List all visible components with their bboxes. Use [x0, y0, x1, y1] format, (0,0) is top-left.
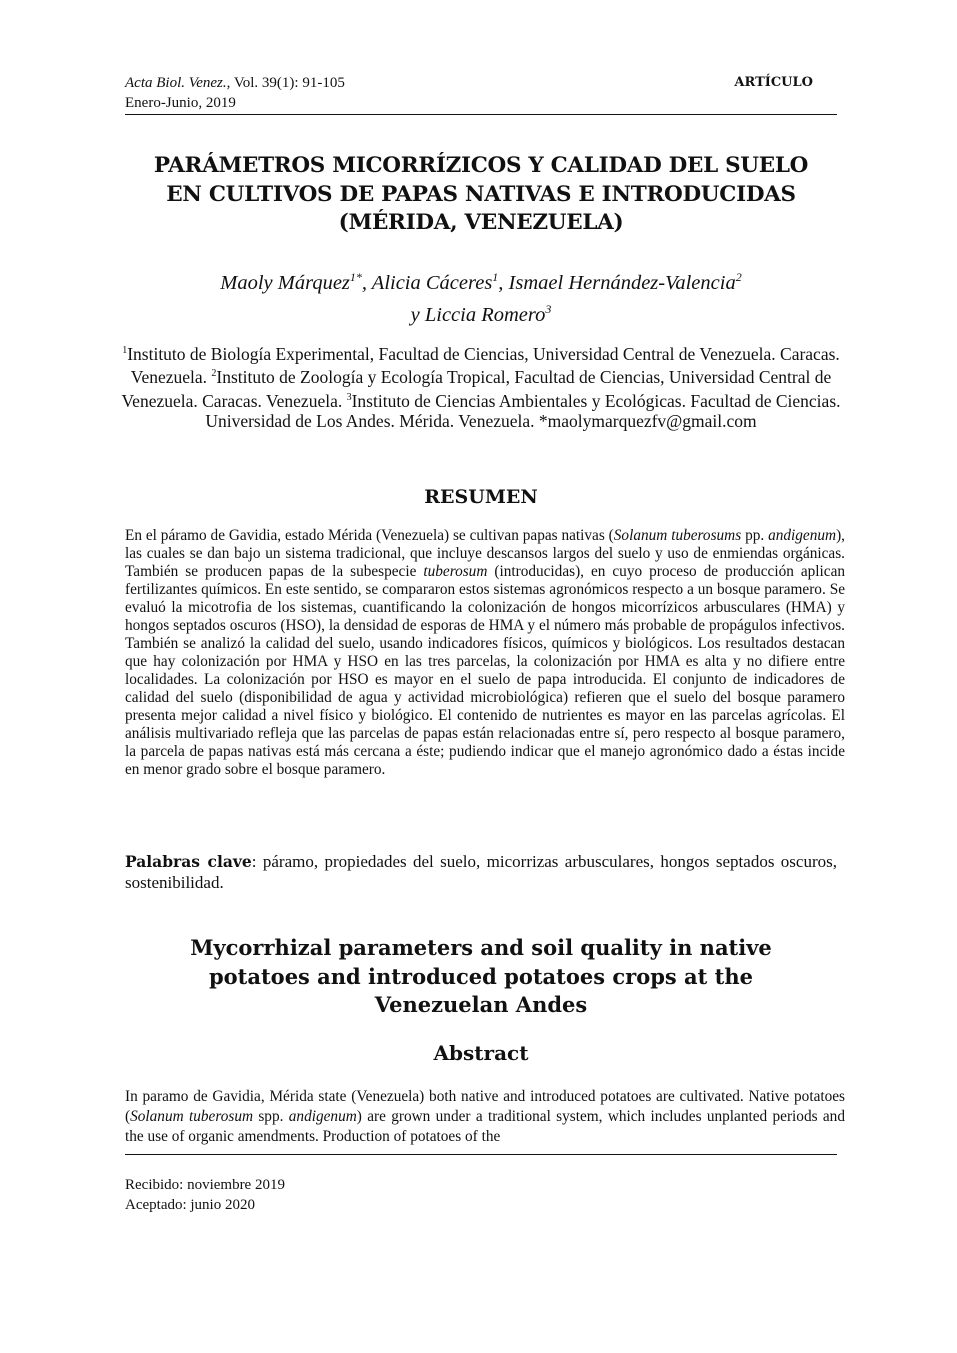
abstract-heading: Abstract [433, 1041, 529, 1065]
author-affiliation-mark: 3 [545, 301, 552, 316]
issue-date: Enero-Junio, 2019 [125, 95, 236, 111]
journal-citation [125, 73, 345, 113]
received-date: Recibido: noviembre 2019 [125, 1177, 285, 1193]
keywords-text: : páramo, propiedades del suelo, micorrizas arbusculares, hongos septados oscuros, sostenibilidad. [125, 852, 837, 892]
affiliation-1: Instituto de Biología Experimental, Facultad de Ciencias, Universidad Central de Venezuela. Caracas. Venezuela. [127, 343, 840, 388]
author-name: Maoly Márquez [220, 271, 350, 294]
submission-dates [125, 1175, 285, 1215]
footnote-divider [125, 1154, 837, 1155]
paper-title-es [115, 152, 847, 238]
affiliations: $^1$Instituto de Biología Experimental, Facultad de Ciencias, Universidad Central de Venezuela. Caracas. Venezuela. $^2$Instituto de Zoología y Ecología Tropical, Facultad de Ciencias, Universidad Central de Venezuela. Caracas. Venezuela. $^3$Instituto de Ciencias Ambientales y Ecológicas. Facultad de Ciencias. Universidad de Los Andes. Mérida. Venezuela. *maolymarquezfv@gmail.com [121, 343, 841, 432]
affiliation-2: Instituto de Zoología y Ecología Tropical, Facultad de Ciencias, Universidad Central de Venezuela. Caracas. Venezuela. [121, 367, 832, 411]
author-affiliation-mark: 1 [492, 270, 499, 284]
article-type-label: ARTÍCULO [734, 75, 813, 90]
author-name: Ismael Hernández-Valencia [508, 271, 736, 294]
header-divider [125, 114, 837, 115]
resumen-body: En el páramo de Gavidia, estado Mérida (Venezuela) se cultivan papas nativas (Solanum tuberosums pp. andigenum), las cuales se dan bajo un sistema tradicional, que incluye descansos largos del suelo y uso de enmiendas orgánicas. También se producen papas de la subespecie tuberosum (introducidas), en cuyo proceso de producción aplican fertilizantes químicos. En este sentido, se compararon estos sistemas agronómicos respecto a un bosque paramero. Se evaluó la micotrofia de los sistemas, cuantificando la colonización de hongos micorrízicos arbusculares (HMA) y hongos septados oscuros (HSO), la densidad de esporas de HMA y el número más probable de propágulos infectivos. También se analizó la calidad del suelo, usando indicadores físicos, químicos y biológicos. Los resultados destacan que hay colonización por HMA y HSO en las tres parcelas, la colonización por HMA es alta y no difiere entre localidades. La colonización por HSO es mayor en el suelo de papa introducida. El conjunto de indicadores de calidad del suelo (disponibilidad de agua y actividad microbiológica) refieren que el suelo del bosque paramero presenta mejor calidad a nivel físico y biológico. El contenido de nutrientes es mayor en las parcelas agrícolas. El análisis multivariado refleja que las parcelas de papas están relacionadas entre sí, pero respecto al bosque paramero, la parcela de papas nativas está más cercana a éste; pudiendo indicar que el manejo agronómico dado a éstas incide en menor grado sobre el bosque paramero. [125, 527, 846, 778]
author-name: Alicia Cáceres [371, 271, 493, 294]
title-line: (MÉRIDA, VENEZUELA) [338, 210, 624, 235]
keywords [125, 852, 837, 893]
resumen-heading: RESUMEN [424, 486, 538, 508]
author-affiliation-mark: 2 [735, 270, 742, 284]
affiliation-3: Instituto de Ciencias Ambientales y Ecológicas. Facultad de Ciencias. Universidad de Los Andes. Mérida. Venezuela. [205, 390, 841, 432]
corresponding-email[interactable]: *maolymarquezfv@gmail.com [538, 411, 757, 432]
journal-volume: , Vol. 39(1): 91-105 [226, 75, 345, 91]
journal-name: Acta Biol. Venez. [125, 75, 227, 91]
abstract-body: In paramo de Gavidia, Mérida state (Venezuela) both native and introduced potatoes are cultivated. Native potatoes (Solanum tuberosum spp. andigenum) are grown under a traditional system, which includes unplanted periods and the use of organic amendments. Production of potatoes of the [125, 1088, 845, 1145]
title-line: EN CULTIVOS DE PAPAS NATIVAS E INTRODUCIDAS [166, 181, 796, 207]
author-name: y Liccia Romero [410, 303, 546, 326]
keywords-label: Palabras clave [125, 852, 252, 871]
author-list: Maoly Márquez$^{1*}$, Alicia Cáceres$^1$, Ismael Hernández-Valencia$^2$ y Liccia Romero$^3$ [220, 270, 742, 326]
paper-title-en: Mycorrhizal parameters and soil quality in native potatoes and introduced potatoes crops at the Venezuelan Andes [190, 935, 772, 1017]
author-affiliation-mark: 1* [349, 270, 362, 284]
title-line: PARÁMETROS MICORRÍZICOS Y CALIDAD DEL SUELO [153, 153, 809, 178]
accepted-date: Aceptado: junio 2020 [125, 1197, 255, 1213]
